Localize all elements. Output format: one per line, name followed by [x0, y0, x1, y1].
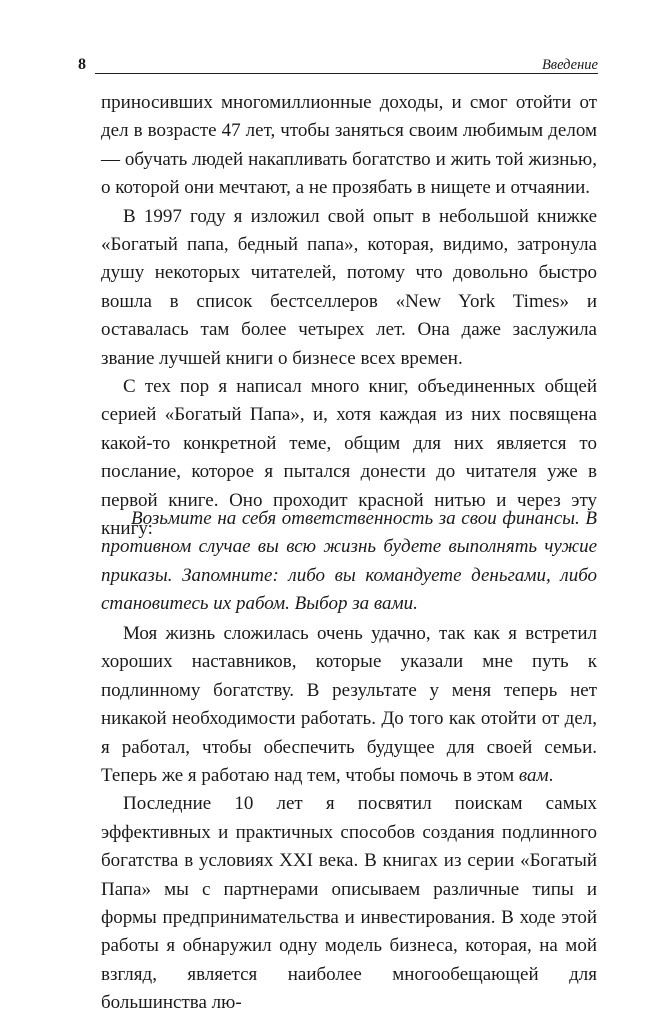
paragraph-4-end: . [548, 765, 554, 787]
paragraph-4 [101, 620, 597, 790]
header-rule [95, 73, 598, 74]
quote-text: Возьмите на себя ответственность за свои финансы. В противном случае вы всю жизнь будете выполнять чужие приказы. Запомните: либо вы командуете деньгами, либо становитесь их рабом. Выбор за вами. [101, 508, 597, 615]
paragraph-4-text: Моя жизнь сложилась очень удачно, так как я встретил хороших наставников, которые указали мне путь к подлинному богатству. В результате у меня теперь нет никакой необходимости работать. До того как отойти от дел, я работал, чтобы обеспечить будущее для своей семьи. Теперь же я работаю над тем, чтобы помочь в этом [101, 623, 597, 787]
page-number: 8 [78, 56, 86, 73]
paragraph-3: С тех пор я написал много книг, объединенных общей серией «Богатый Папа», и, хотя каждая из них посвящена какой-то конкретной теме, общим для них является то послание, которое я пытался донести до читателя уже в первой книге. Оно проходит красной нитью и через эту книгу: [101, 376, 597, 540]
running-header [78, 56, 598, 78]
body-text-top [101, 89, 597, 544]
paragraph-5: Последние 10 лет я посвятил поискам самых эффективных и практичных способов создания подлинного богатства в условиях XXI века. В книгах из серии «Богатый Папа» мы с партнерами описываем различные типы и формы предпринимательства и инвестирования. В ходе этой работы я обнаружил одну модель бизнеса, которая, на мой взгляд, является наиболее многообещающей для большинства лю- [101, 793, 597, 1014]
body-text-bottom [101, 620, 597, 1018]
emphasis-word: вам [518, 765, 549, 787]
paragraph-2: В 1997 году я изложил свой опыт в небольшой книжке «Богатый папа, бедный папа», которая, видимо, затронула душу некоторых читателей, потому что довольно быстро вошла в список бестселлеров «New York Times» и оставалась там более четырех лет. Она даже заслужила звание лучшей книги о бизнесе всех времен. [101, 205, 597, 369]
running-head: Введение [541, 57, 598, 73]
block-quote [101, 505, 597, 619]
paragraph-1: приносивших многомиллионные доходы, и смог отойти от дел в возрасте 47 лет, чтобы заняться своим любимым делом — обучать людей накапливать богатство и жить той жизнью, о которой они мечтают, а не прозябать в нищете и отчаянии. [101, 92, 597, 199]
